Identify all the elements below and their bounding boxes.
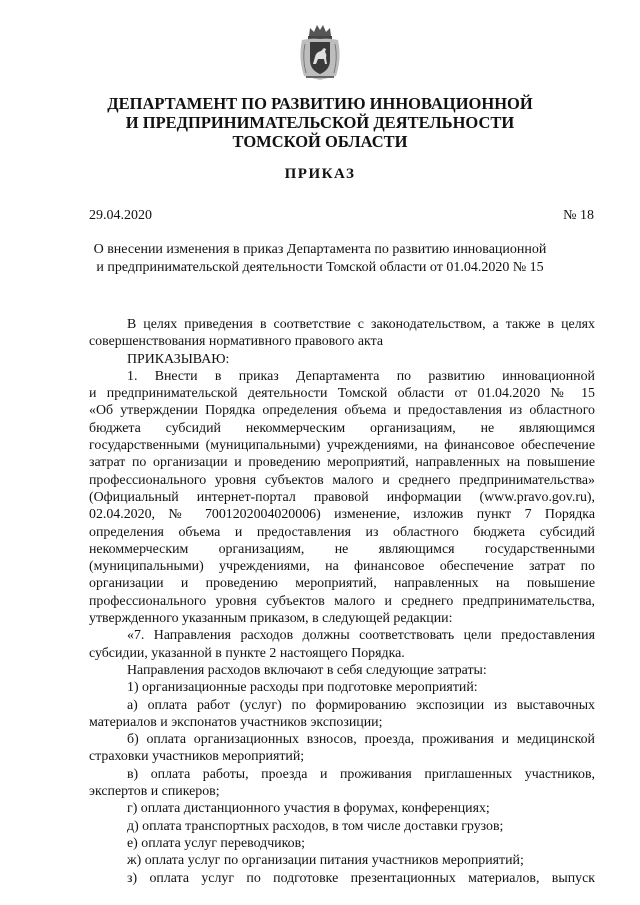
body-line: (муниципальными) учреждениями, на финансовое обеспечение затрат по: [89, 559, 595, 575]
order-date: 29.04.2020: [89, 208, 152, 223]
body-line: организации и проведению мероприятий, направленных на повышение: [89, 576, 595, 592]
body-line: страховки участников мероприятий;: [89, 749, 305, 765]
body-line: некоммерческим организациям, не являющимся государственными: [89, 541, 595, 557]
body-line: д) оплата транспортных расходов, в том числе доставки грузов;: [127, 818, 504, 834]
body-line: профессионального уровня субъектов малого и среднего предпринимательства»: [89, 472, 595, 488]
body-line: утвержденного указанным приказом, в следующей редакции:: [89, 611, 453, 627]
body-line: а) оплата работ (услуг) по формированию экспозиции из выставочных: [127, 697, 595, 713]
body-line: 1. Внести в приказ Департамента по развитию инновационной: [127, 368, 595, 384]
body-line: в) оплата работы, проезда и проживания приглашенных участников,: [127, 766, 595, 782]
body-line: затрат по организации и проведению мероприятий, направленных на повышение: [89, 455, 595, 471]
date-number-row: [89, 208, 594, 224]
body-line: и предпринимательской деятельности Томской области от 01.04.2020 № 15: [89, 386, 595, 402]
department-name-line: ТОМСКОЙ ОБЛАСТИ: [232, 132, 408, 151]
order-number: № 18: [563, 208, 594, 223]
order-subject: [60, 241, 580, 277]
body-line: определения объема и предоставления из областного бюджета субсидий: [89, 524, 595, 540]
document-type-title: ПРИКАЗ: [284, 166, 356, 182]
body-line: совершенствования нормативного правового акта: [89, 334, 384, 350]
body-line: е) оплата услуг переводчиков;: [127, 835, 306, 851]
body-line: 02.04.2020, № 7001202004020006) изменение, изложив пункт 7 Порядка: [89, 507, 595, 523]
body-line: профессионального уровня субъектов малого и среднего предпринимательства,: [89, 593, 595, 609]
department-name-line: ДЕПАРТАМЕНТ ПО РАЗВИТИЮ ИННОВАЦИОННОЙ: [107, 94, 533, 113]
tomsk-region-coat-of-arms-icon: [296, 22, 344, 82]
department-name-line: И ПРЕДПРИНИМАТЕЛЬСКОЙ ДЕЯТЕЛЬНОСТИ: [125, 113, 515, 132]
body-line: материалов и экспонатов участников экспозиции;: [89, 714, 383, 730]
body-line: государственными (муниципальными) учреждениями, на финансовое обеспечение: [89, 438, 595, 454]
subject-line: и предпринимательской деятельности Томской области от 01.04.2020 № 15: [96, 260, 544, 275]
body-line: субсидии, указанной в пункте 2 настоящего Порядка.: [89, 645, 405, 661]
body-line: «7. Направления расходов должны соответствовать цели предоставления: [127, 628, 595, 644]
body-line: Направления расходов включают в себя следующие затраты:: [127, 662, 487, 678]
body-line: 1) организационные расходы при подготовке мероприятий:: [127, 680, 478, 696]
body-line: «Об утверждении Порядка определения объема и предоставления из областного: [89, 403, 595, 419]
body-line: бюджета субсидий некоммерческим организациям, не являющимся: [89, 420, 595, 436]
body-line: (Официальный интернет-портал правовой информации (www.pravo.gov.ru),: [89, 489, 595, 505]
subject-line: О внесении изменения в приказ Департамента по развитию инновационной: [93, 242, 547, 257]
department-name: [40, 94, 600, 151]
body-line: ж) оплата услуг по организации питания участников мероприятий;: [127, 853, 524, 869]
body-line: г) оплата дистанционного участия в форумах, конференциях;: [127, 801, 490, 817]
body-line: В целях приведения в соответствие с законодательством, а также в целях: [127, 317, 595, 332]
body-line: з) оплата услуг по подготовке презентационных материалов, выпуск: [127, 870, 595, 886]
body-line: ПРИКАЗЫВАЮ:: [127, 351, 230, 367]
body-line: б) оплата организационных взносов, проезда, проживания и медицинской: [127, 732, 595, 748]
order-body: [89, 316, 595, 887]
body-line: экспертов и спикеров;: [89, 784, 220, 800]
